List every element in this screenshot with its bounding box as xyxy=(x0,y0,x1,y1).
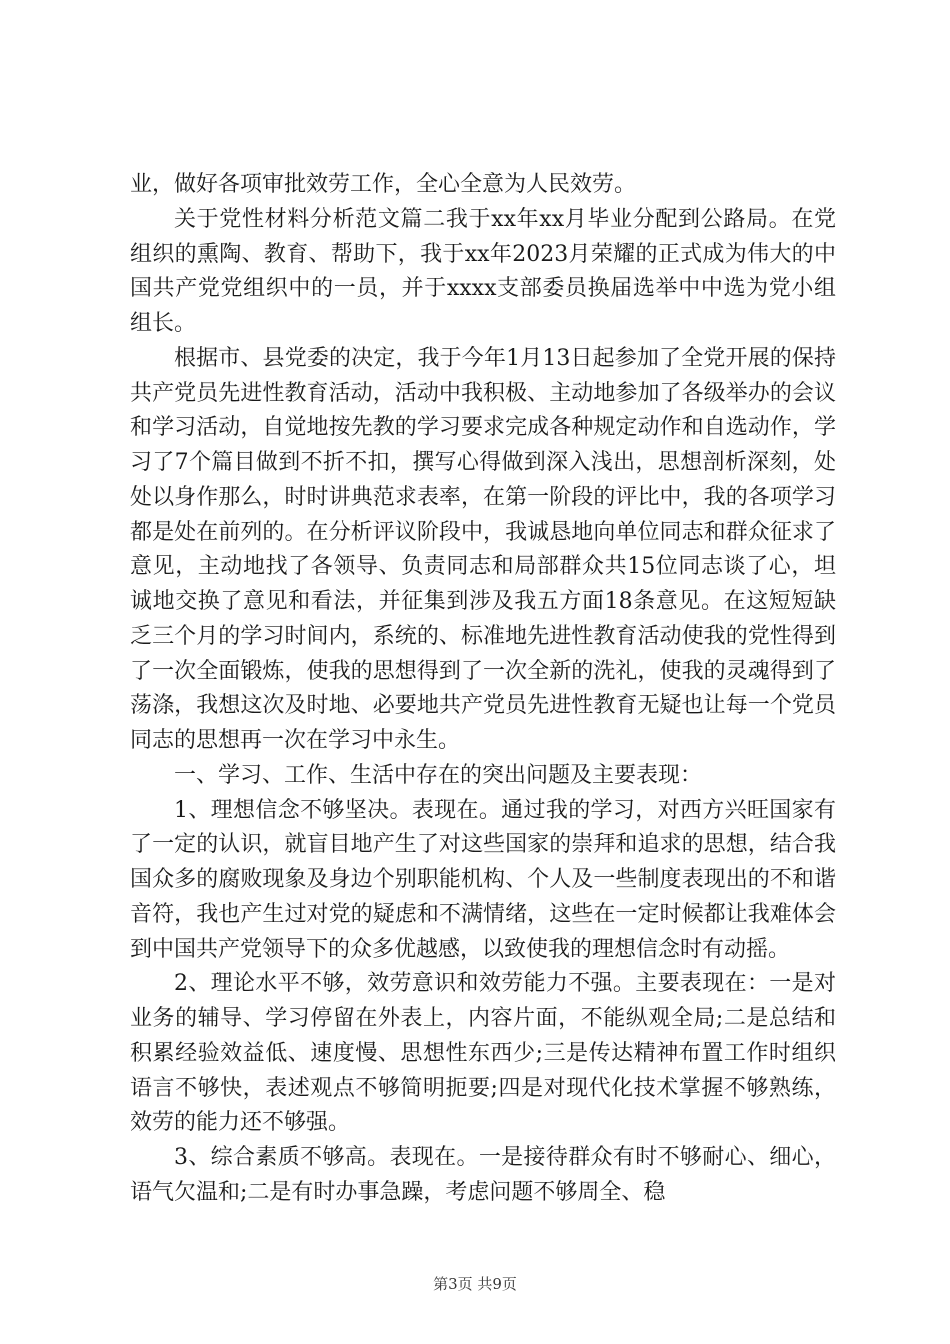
section-heading: 一、学习、工作、生活中存在的突出问题及主要表现： xyxy=(174,762,703,788)
paragraph: 根据市、县党委的决定，我于今年1月13日起参加了全党开展的保持共产党员先进性教育活动，活动中我积极、主动地参加了各级举办的会议和学习活动，自觉地按先教的学习要求完成各种规定动作和自选动作，学习了7个篇目做到不折不扣，撰写心得做到深入浅出，思想剖析深刻，处处以身作那么，时时讲典范求表率，在第一阶段的评比中，我的各项学习都是处在前列的。在分析评议阶段中，我诚恳地向单位同志和群众征求了意见，主动地找了各领导、负责同志和局部群众共15位同志谈了心，坦诚地交换了意见和看法，并征集到涉及我五方面18条意见。在这短短缺乏三个月的学习时间内，系统的、标准地先进性教育活动使我的党性得到了一次全面锻炼，使我的思想得到了一次全新的洗礼，使我的灵魂得到了荡涤，我想这次及时地、必要地共产党员先进性教育无疑也让每一个党员同志的思想再一次在学习中永生。 xyxy=(130,345,836,753)
page-number-footer: 第3页 共9页 xyxy=(433,1275,517,1293)
paragraph: 2、理论水平不够，效劳意识和效劳能力不强。主要表现在：一是对业务的辅导、学习停留在外表上，内容片面，不能纵观全局;二是总结和积累经验效益低、速度慢、思想性东西少;三是传达精神布置工作时组织语言不够快，表述观点不够简明扼要;四是对现代化技术掌握不够熟练，效劳的能力还不够强。 xyxy=(130,971,836,1136)
paragraph: 3、综合素质不够高。表现在。一是接待群众有时不够耐心、细心，语气欠温和;二是有时办事急躁，考虑问题不够周全、稳 xyxy=(130,1145,836,1205)
paragraph: 1、理想信念不够坚决。表现在。通过我的学习，对西方兴旺国家有了一定的认识，就盲目地产生了对这些国家的崇拜和追求的思想，结合我国众多的腐败现象及身边个别职能机构、个人及一些制度表现出的不和谐音符，我也产生过对党的疑虑和不满情绪，这些在一定时候都让我难体会到中国共产党领导下的众多优越感，以致使我的理想信念时有动摇。 xyxy=(130,797,836,962)
paragraph: 业，做好各项审批效劳工作，全心全意为人民效劳。 xyxy=(130,172,637,197)
body-text xyxy=(130,168,836,1211)
paragraph: 关于党性材料分析范文篇二我于xx年xx月毕业分配到公路局。在党组织的熏陶、教育、帮助下，我于xx年2023月荣耀的正式成为伟大的中国共产党党组织中的一员，并于xxxx支部委员换届选举中中选为党小组组长。 xyxy=(130,206,836,336)
